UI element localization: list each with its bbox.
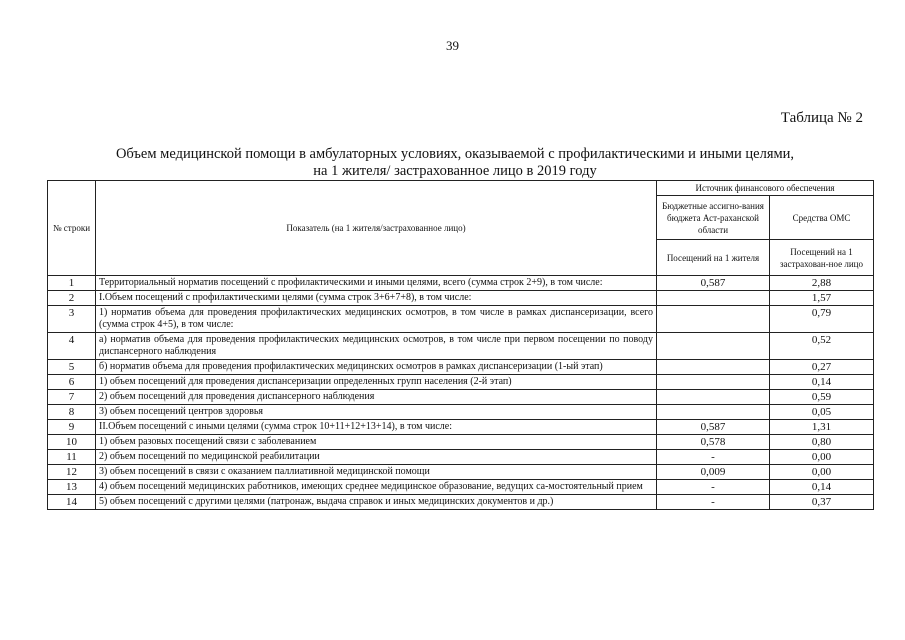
row-number: 2 [48, 291, 96, 306]
row-oms-value: 0,80 [770, 435, 874, 450]
row-indicator: 2) объем посещений для проведения диспансерного наблюдения [96, 390, 657, 405]
row-indicator: I.Объем посещений с профилактическими целями (сумма строк 3+6+7+8), в том числе: [96, 291, 657, 306]
row-budget-value [657, 333, 770, 360]
row-oms-value: 0,14 [770, 480, 874, 495]
row-indicator: б) норматив объема для проведения профилактических медицинских осмотров в рамках диспансеризации (1-ый этап) [96, 360, 657, 375]
row-budget-value: 0,578 [657, 435, 770, 450]
row-budget-value [657, 390, 770, 405]
table-row [48, 306, 874, 333]
table-row [48, 420, 874, 435]
row-budget-value: - [657, 480, 770, 495]
row-budget-value [657, 375, 770, 390]
row-oms-value: 2,88 [770, 276, 874, 291]
row-number: 6 [48, 375, 96, 390]
row-indicator: 1) норматив объема для проведения профилактических медицинских осмотров, в том числе в рамках диспансеризации, всего (сумма строк 4+5), в том числе: [96, 306, 657, 333]
row-oms-value: 0,27 [770, 360, 874, 375]
row-number: 1 [48, 276, 96, 291]
table-row [48, 291, 874, 306]
row-budget-value: 0,587 [657, 420, 770, 435]
header-oms-unit: Посещений на 1 застрахован-ное лицо [770, 240, 874, 276]
table-row [48, 333, 874, 360]
row-budget-value [657, 405, 770, 420]
row-indicator: Территориальный норматив посещений с профилактическими и иными целями, всего (сумма строк 2+9), в том числе: [96, 276, 657, 291]
header-row-no: № строки [48, 181, 96, 276]
row-number: 11 [48, 450, 96, 465]
row-indicator: 3) объем посещений в связи с оказанием паллиативной медицинской помощи [96, 465, 657, 480]
row-indicator: 2) объем посещений по медицинской реабилитации [96, 450, 657, 465]
row-budget-value [657, 360, 770, 375]
header-budget: Бюджетные ассигно-вания бюджета Аст-раханской области [657, 196, 770, 240]
row-budget-value: 0,009 [657, 465, 770, 480]
row-number: 8 [48, 405, 96, 420]
table-row [48, 390, 874, 405]
header-oms: Средства ОМС [770, 196, 874, 240]
row-number: 10 [48, 435, 96, 450]
row-oms-value: 0,37 [770, 495, 874, 510]
title-line-1: Объем медицинской помощи в амбулаторных условиях, оказываемой с профилактическими и иными целями, [115, 146, 795, 162]
row-oms-value: 0,79 [770, 306, 874, 333]
row-budget-value [657, 291, 770, 306]
table-row [48, 480, 874, 495]
table-row [48, 465, 874, 480]
table-row [48, 405, 874, 420]
table-row [48, 375, 874, 390]
row-indicator: 5) объем посещений с другими целями (патронаж, выдача справок и иных медицинских документов и др.) [96, 495, 657, 510]
row-number: 13 [48, 480, 96, 495]
row-budget-value: 0,587 [657, 276, 770, 291]
table-row [48, 276, 874, 291]
page-number: 39 [446, 38, 459, 53]
row-number: 7 [48, 390, 96, 405]
row-indicator: 1) объем посещений для проведения диспансеризации определенных групп населения (2-й этап) [96, 375, 657, 390]
row-budget-value [657, 306, 770, 333]
row-number: 12 [48, 465, 96, 480]
row-oms-value: 0,00 [770, 465, 874, 480]
table-label: Таблица № 2 [780, 110, 863, 126]
row-oms-value: 0,00 [770, 450, 874, 465]
row-number: 5 [48, 360, 96, 375]
row-indicator: 4) объем посещений медицинских работников, имеющих среднее медицинское образование, ведущих са-мостоятельный прием [96, 480, 657, 495]
row-number: 14 [48, 495, 96, 510]
row-oms-value: 0,05 [770, 405, 874, 420]
row-oms-value: 0,59 [770, 390, 874, 405]
data-table [47, 180, 874, 510]
header-budget-unit: Посещений на 1 жителя [657, 240, 770, 276]
document-title [40, 146, 870, 180]
row-budget-value: - [657, 495, 770, 510]
row-budget-value: - [657, 450, 770, 465]
row-number: 4 [48, 333, 96, 360]
title-line-2: на 1 жителя/ застрахованное лицо в 2019 году [313, 163, 597, 179]
table-row [48, 450, 874, 465]
row-oms-value: 0,52 [770, 333, 874, 360]
row-indicator: 3) объем посещений центров здоровья [96, 405, 657, 420]
header-source: Источник финансового обеспечения [657, 181, 874, 196]
row-indicator: II.Объем посещений с иными целями (сумма строк 10+11+12+13+14), в том числе: [96, 420, 657, 435]
row-oms-value: 1,57 [770, 291, 874, 306]
row-indicator: а) норматив объема для проведения профилактических медицинских осмотров, в том числе при первом посещении по поводу диспансерного наблюдения [96, 333, 657, 360]
row-number: 3 [48, 306, 96, 333]
row-oms-value: 1,31 [770, 420, 874, 435]
table-row [48, 435, 874, 450]
header-indicator: Показатель (на 1 жителя/застрахованное лицо) [96, 181, 657, 276]
row-number: 9 [48, 420, 96, 435]
table-row [48, 360, 874, 375]
table-row [48, 495, 874, 510]
row-indicator: 1) объем разовых посещений связи с заболеванием [96, 435, 657, 450]
row-oms-value: 0,14 [770, 375, 874, 390]
